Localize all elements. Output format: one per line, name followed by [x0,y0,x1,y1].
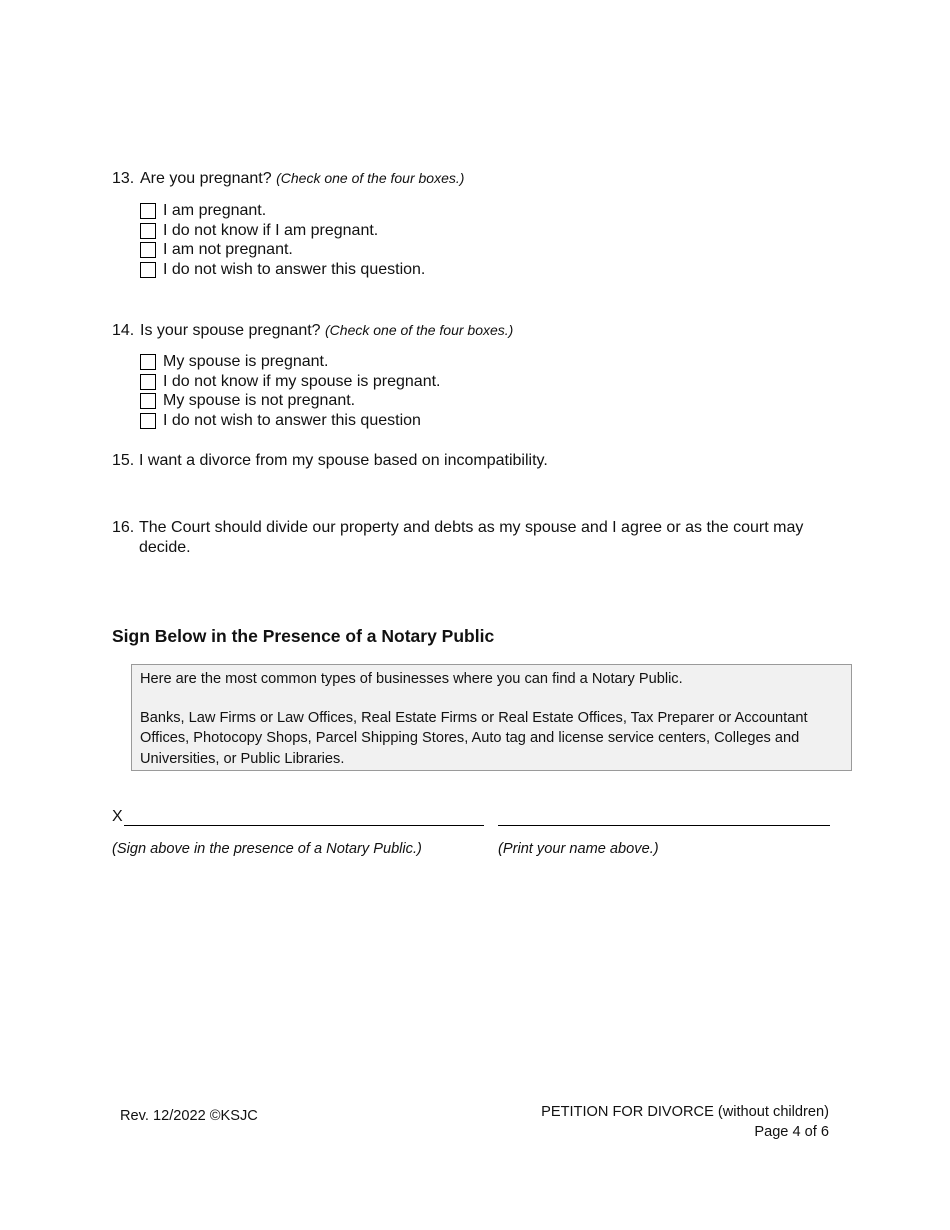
q13-option-pregnant [140,201,425,221]
notary-intro: Here are the most common types of businesses where you can find a Notary Public. [140,671,683,687]
signature-line[interactable] [124,825,484,826]
question-text: Is your spouse pregnant? [140,322,321,339]
checkbox[interactable] [140,203,156,219]
q13-option-unknown [140,221,425,241]
print-name-line[interactable] [498,825,830,826]
q14-option-no-answer [140,411,440,431]
checkbox[interactable] [140,262,156,278]
question-13 [112,168,464,189]
notary-info-box [131,664,852,771]
section-heading: Sign Below in the Presence of a Notary Public [112,626,495,646]
option-label: I do not know if I am pregnant. [163,221,379,239]
question-text: I want a divorce from my spouse based on incompatibility. [139,452,548,469]
question-15 [112,451,852,471]
revision-note: Rev. 12/2022 ©KSJC [120,1108,258,1124]
q13-option-no-answer [140,260,425,280]
option-label: I am pregnant. [163,201,267,219]
checkbox[interactable] [140,242,156,258]
option-label: I do not wish to answer this question. [163,260,426,278]
question-hint: (Check one of the four boxes.) [276,170,465,186]
question-14 [112,320,513,341]
question-text: Are you pregnant? [140,170,272,187]
option-label: I do not wish to answer this question [163,411,421,429]
q14-option-not-pregnant [140,391,440,411]
checkbox[interactable] [140,374,156,390]
question-number: 15. [112,452,135,469]
option-label: My spouse is not pregnant. [163,392,356,410]
q14-options [140,352,440,431]
q13-options [140,201,425,280]
q13-option-not-pregnant [140,240,425,260]
checkbox[interactable] [140,354,156,370]
sign-marker: X [112,808,123,825]
q14-option-pregnant [140,352,440,372]
print-name-caption: (Print your name above.) [498,841,659,857]
question-text: The Court should divide our property and debts as my spouse and I agree or as the court may decide. [139,519,804,556]
checkbox[interactable] [140,413,156,429]
question-number: 13. [112,170,135,187]
signature-caption: (Sign above in the presence of a Notary Public.) [112,841,422,857]
option-label: My spouse is pregnant. [163,352,329,370]
page-number: Page 4 of 6 [754,1124,829,1140]
notary-locations: Banks, Law Firms or Law Offices, Real Estate Firms or Real Estate Offices, Tax Preparer or Accountant Offices, Photocopy Shops, Parcel Shipping Stores, Auto tag and license service centers, Colleges and Universities, or Public Libraries. [140,709,808,767]
question-number: 14. [112,322,135,339]
q14-option-unknown [140,372,440,392]
checkbox[interactable] [140,223,156,239]
checkbox[interactable] [140,393,156,409]
option-label: I am not pregnant. [163,241,293,259]
option-label: I do not know if my spouse is pregnant. [163,372,441,390]
form-title: PETITION FOR DIVORCE (without children) [541,1104,829,1120]
question-16 [112,518,852,558]
footer-right [541,1102,829,1142]
question-hint: (Check one of the four boxes.) [325,322,514,338]
question-number: 16. [112,519,135,536]
